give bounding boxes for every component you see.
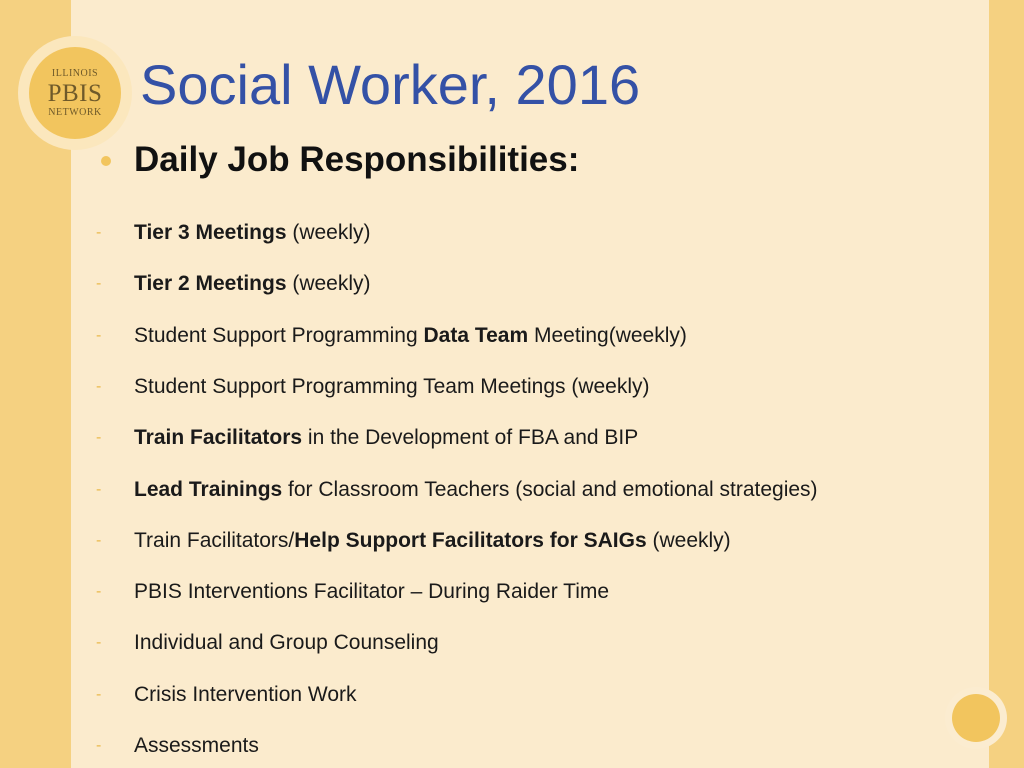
- list-item: [96, 218, 371, 248]
- corner-decoration-disc: [952, 694, 1000, 742]
- bold-text: Tier 3 Meetings: [134, 221, 287, 244]
- plain-text: (weekly): [646, 529, 731, 552]
- list-item-text: [134, 478, 818, 502]
- list-item-text: [134, 221, 371, 245]
- list-item: [96, 269, 371, 299]
- list-item: [96, 321, 687, 351]
- list-item: [96, 526, 731, 556]
- dash-bullet-icon: -: [96, 224, 102, 241]
- bold-text: Data Team: [423, 324, 529, 347]
- dash-bullet-icon: -: [96, 378, 102, 395]
- list-item: [96, 731, 259, 761]
- plain-text: Crisis Intervention Work: [134, 683, 357, 706]
- plain-text: (weekly): [286, 221, 371, 244]
- list-item-text: [134, 272, 371, 296]
- list-item: [96, 372, 650, 402]
- logo-text-top: ILLINOIS: [51, 67, 99, 79]
- list-item-text: [134, 529, 731, 553]
- illinois-pbis-network-logo: [29, 47, 121, 139]
- list-item: [96, 680, 357, 710]
- logo-text-mid: PBIS: [47, 79, 103, 107]
- dash-bullet-icon: -: [96, 532, 102, 549]
- dash-bullet-icon: -: [96, 481, 102, 498]
- dash-bullet-icon: -: [96, 686, 102, 703]
- list-item-text: [134, 324, 687, 348]
- dash-bullet-icon: -: [96, 634, 102, 651]
- dash-bullet-icon: -: [96, 327, 102, 344]
- slide-title: Social Worker, 2016: [140, 53, 641, 116]
- plain-text: Student Support Programming: [134, 324, 424, 347]
- logo-text-bottom: NETWORK: [48, 106, 102, 118]
- list-item: [96, 628, 439, 658]
- dash-bullet-icon: -: [96, 737, 102, 754]
- list-item: [96, 475, 818, 505]
- plain-text: for Classroom Teachers (social and emotional strategies): [282, 478, 818, 501]
- dash-bullet-icon: -: [96, 275, 102, 292]
- plain-text: in the Development of FBA and BIP: [302, 426, 639, 449]
- plain-text: PBIS Interventions Facilitator – During Raider Time: [134, 580, 610, 603]
- list-item-text: [134, 375, 650, 399]
- list-item: [96, 423, 638, 453]
- list-item-text: [134, 631, 439, 655]
- list-item-text: [134, 734, 259, 758]
- plain-text: Assessments: [134, 734, 259, 757]
- plain-text: Student Support Programming Team Meetings (weekly): [134, 375, 650, 398]
- bold-text: Tier 2 Meetings: [134, 272, 287, 295]
- list-item: [96, 577, 609, 607]
- list-item-text: [134, 426, 638, 450]
- plain-text: Individual and Group Counseling: [134, 631, 439, 654]
- section-heading: Daily Job Responsibilities:: [134, 140, 580, 179]
- bold-text: Train Facilitators: [134, 426, 303, 449]
- list-item-text: [134, 580, 609, 604]
- list-item-text: [134, 683, 357, 707]
- bullet-dot-icon: [101, 156, 111, 166]
- plain-text: Train Facilitators/: [134, 529, 295, 552]
- plain-text: (weekly): [286, 272, 371, 295]
- bold-text: Lead Trainings: [134, 478, 283, 501]
- dash-bullet-icon: -: [96, 583, 102, 600]
- bold-text: Help Support Facilitators for SAIGs: [294, 529, 647, 552]
- dash-bullet-icon: -: [96, 429, 102, 446]
- plain-text: Meeting(weekly): [528, 324, 687, 347]
